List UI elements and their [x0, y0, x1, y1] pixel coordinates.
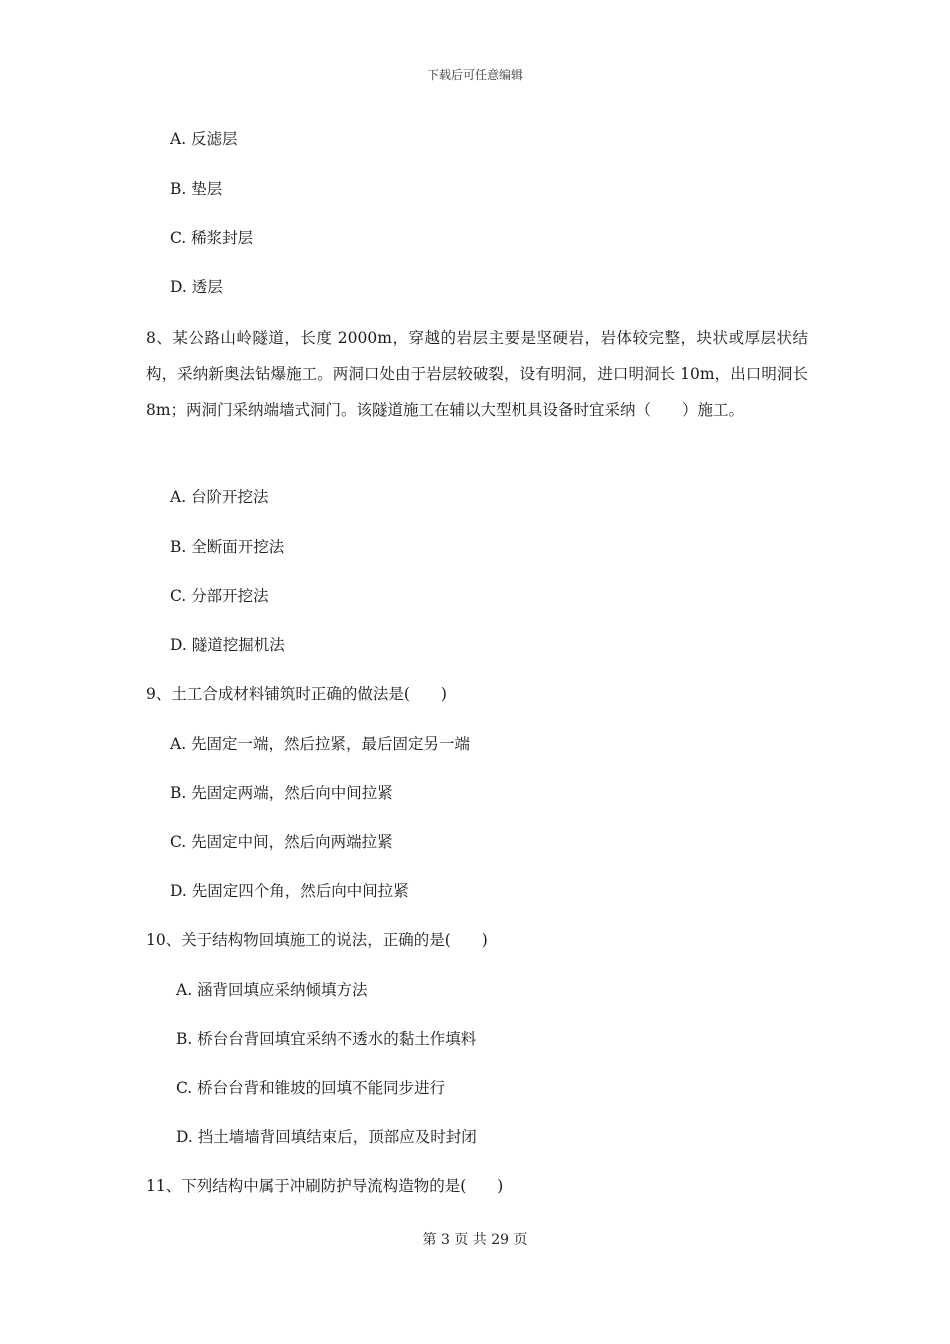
q9-option-d: D. 先固定四个角，然后向中间拉紧: [170, 882, 409, 900]
question-9: 9、土工合成材料铺筑时正确的做法是( ): [146, 685, 447, 703]
question-10: 10、关于结构物回填施工的说法，正确的是( ): [146, 931, 488, 949]
q9-option-b: B. 先固定两端，然后向中间拉紧: [170, 784, 393, 802]
q9-option-a: A. 先固定一端，然后拉紧，最后固定另一端: [170, 735, 471, 753]
page-footer: 第 3 页 共 29 页: [422, 1232, 528, 1248]
q8-option-b: B. 全断面开挖法: [170, 538, 285, 556]
q8-option-a: A. 台阶开挖法: [170, 488, 269, 506]
option-c: C. 稀浆封层: [170, 229, 254, 247]
q8-option-c: C. 分部开挖法: [170, 587, 269, 605]
q10-option-d: D. 挡土墙墙背回填结束后，顶部应及时封闭: [176, 1128, 477, 1146]
q8-option-d: D. 隧道挖掘机法: [170, 636, 285, 654]
page-header: 下载后可任意编辑: [426, 68, 523, 82]
q9-option-c: C. 先固定中间，然后向两端拉紧: [170, 833, 393, 851]
option-b: B. 垫层: [170, 180, 223, 198]
question-8: 8、某公路山岭隧道，长度 2000m，穿越的岩层主要是坚硬岩，岩体较完整，块状或厚层状结构，采纳新奥法钻爆施工。两洞口处由于岩层较破裂，设有明洞，进口明洞长 10m，出口明洞长 8m；两洞门采纳端墙式洞门。该隧道施工在辅以大型机具设备时宜采纳（ ）施工。: [146, 329, 808, 419]
option-a: A. 反滤层: [170, 130, 238, 148]
question-11: 11、下列结构中属于冲刷防护导流构造物的是( ): [146, 1177, 504, 1195]
option-d: D. 透层: [170, 278, 223, 296]
q10-option-c: C. 桥台台背和锥坡的回填不能同步进行: [176, 1079, 446, 1097]
q10-option-b: B. 桥台台背回填宜采纳不透水的黏土作填料: [176, 1030, 477, 1048]
q10-option-a: A. 涵背回填应采纳倾填方法: [176, 981, 368, 999]
